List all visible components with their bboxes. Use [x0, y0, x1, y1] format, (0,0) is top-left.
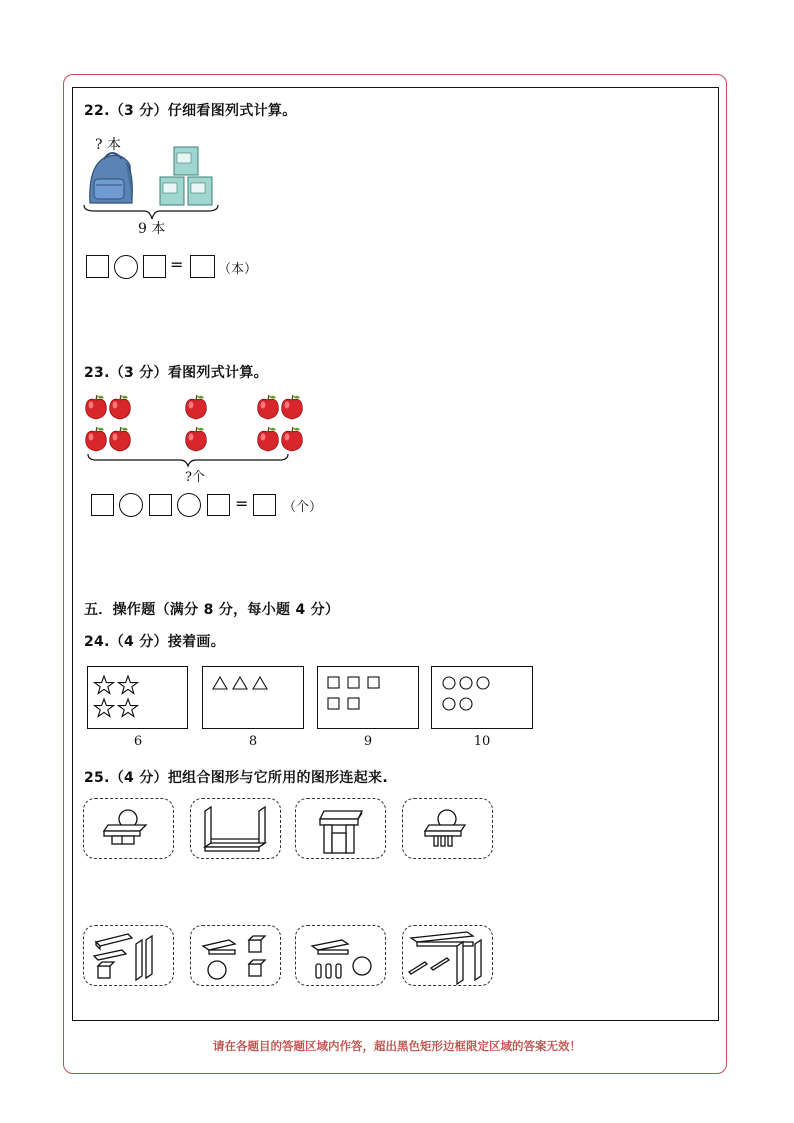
answer-box[interactable] [207, 494, 230, 516]
apple-icon [110, 427, 131, 451]
circle-icon [477, 677, 489, 689]
apple-icon [86, 395, 107, 419]
q24-panel-4[interactable] [431, 666, 533, 729]
triangle-group [203, 667, 303, 728]
triangle-icon [233, 677, 247, 689]
q22-total-label: 9 本 [138, 221, 166, 237]
shape-set-3[interactable] [295, 925, 386, 986]
figure-ball-on-stool-icon [403, 799, 492, 858]
figure-table-icon [296, 799, 385, 858]
apple-icon [282, 395, 303, 419]
figure-ball-on-blocks-icon [84, 799, 173, 858]
answer-box[interactable] [253, 494, 276, 516]
combined-figure-3[interactable] [295, 798, 386, 859]
figure-u-shape-icon [191, 799, 280, 858]
q22-title: 22.（3 分）仔细看图列式计算。 [84, 103, 297, 119]
circle-icon [443, 698, 455, 710]
q23-title: 23.（3 分）看图列式计算。 [84, 365, 268, 381]
apple-icon [86, 427, 107, 451]
square-icon [348, 698, 359, 709]
combined-figure-4[interactable] [402, 798, 493, 859]
answer-box[interactable] [91, 494, 114, 516]
triangle-icon [213, 677, 227, 689]
combined-figure-1[interactable] [83, 798, 174, 859]
circle-group [432, 667, 532, 728]
equals-sign: = [235, 494, 249, 513]
square-group [318, 667, 418, 728]
apple-icon [186, 395, 207, 419]
q23-unit: （个） [283, 500, 323, 515]
q24-panel-1[interactable] [87, 666, 188, 729]
answer-box[interactable] [190, 255, 215, 278]
apple-icon [258, 395, 279, 419]
shapes-plate-rods-ball-icon [296, 926, 385, 985]
equals-sign: = [170, 255, 184, 274]
star-group [88, 667, 187, 728]
apple-icon [282, 427, 303, 451]
shape-set-2[interactable] [190, 925, 281, 986]
combined-figure-2[interactable] [190, 798, 281, 859]
square-icon [348, 677, 359, 688]
apple-icon [258, 427, 279, 451]
circle-icon [443, 677, 455, 689]
triangle-icon [253, 677, 267, 689]
q22-unknown-label: ? 本 [95, 137, 121, 153]
backpack-icon [90, 153, 133, 203]
star-icon [95, 676, 138, 717]
q25-title: 25.（4 分）把组合图形与它所用的图形连起来. [84, 770, 388, 786]
answer-box[interactable] [143, 255, 166, 278]
q24-caption-1: 6 [133, 734, 143, 749]
circle-icon [460, 677, 472, 689]
shape-set-4[interactable] [402, 925, 493, 986]
square-icon [368, 677, 379, 688]
shapes-plate-ball-cubes-icon [191, 926, 280, 985]
square-icon [328, 677, 339, 688]
answer-box[interactable] [149, 494, 172, 516]
q24-panel-2[interactable] [202, 666, 304, 729]
brace [88, 454, 288, 466]
brace [84, 205, 218, 219]
operator-circle[interactable] [119, 493, 143, 517]
shapes-board-sticks-icon [403, 926, 492, 985]
square-icon [328, 698, 339, 709]
q23-apples [82, 392, 312, 472]
apple-icon [110, 395, 131, 419]
operator-circle[interactable] [177, 493, 201, 517]
section5-heading: 五．操作题（满分 8 分，每小题 4 分） [84, 602, 340, 618]
shapes-plates-and-boards-icon [84, 926, 173, 985]
footer-notice: 请在各题目的答题区域内作答，超出黑色矩形边框限定区域的答案无效！ [213, 1039, 581, 1053]
q24-panel-3[interactable] [317, 666, 419, 729]
shape-set-1[interactable] [83, 925, 174, 986]
circle-icon [460, 698, 472, 710]
apple-icon [186, 427, 207, 451]
q24-caption-4: 10 [473, 734, 491, 749]
q22-illustration [82, 145, 227, 225]
q22-unit: （本） [218, 262, 258, 277]
answer-area-border [72, 87, 719, 1021]
q24-title: 24.（4 分）接着画。 [84, 634, 226, 650]
operator-circle[interactable] [114, 255, 138, 279]
q23-brace-label: ?个 [185, 470, 205, 485]
q24-caption-2: 8 [248, 734, 258, 749]
books-icon [160, 147, 212, 205]
answer-box[interactable] [86, 255, 109, 278]
q24-caption-3: 9 [363, 734, 373, 749]
